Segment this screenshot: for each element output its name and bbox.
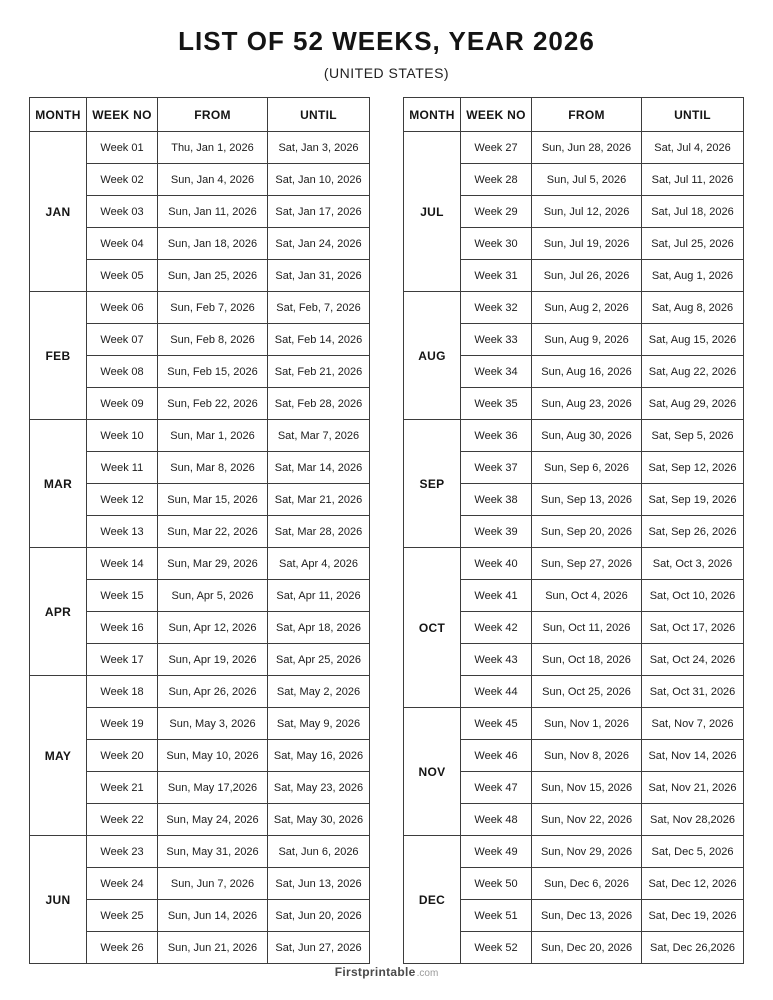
from-date-cell: Sun, Jun 14, 2026 <box>158 900 268 932</box>
from-date-cell: Sun, May 3, 2026 <box>158 708 268 740</box>
week-no-cell: Week 45 <box>461 708 532 740</box>
week-no-cell: Week 04 <box>87 228 158 260</box>
until-date-cell: Sat, Aug 22, 2026 <box>642 356 744 388</box>
week-no-cell: Week 16 <box>87 612 158 644</box>
week-no-cell: Week 29 <box>461 196 532 228</box>
from-date-cell: Sun, Feb 7, 2026 <box>158 292 268 324</box>
week-no-cell: Week 21 <box>87 772 158 804</box>
from-date-cell: Sun, Jul 26, 2026 <box>532 260 642 292</box>
month-cell: JUL <box>404 132 461 292</box>
from-date-cell: Sun, Sep 13, 2026 <box>532 484 642 516</box>
until-date-cell: Sat, Nov 7, 2026 <box>642 708 744 740</box>
header-row <box>404 98 744 132</box>
from-date-cell: Sun, Dec 6, 2026 <box>532 868 642 900</box>
week-no-cell: Week 46 <box>461 740 532 772</box>
until-date-cell: Sat, Jul 18, 2026 <box>642 196 744 228</box>
week-no-cell: Week 47 <box>461 772 532 804</box>
page-subtitle: (UNITED STATES) <box>323 65 450 81</box>
until-date-cell: Sat, Nov 28,2026 <box>642 804 744 836</box>
until-date-cell: Sat, Dec 5, 2026 <box>642 836 744 868</box>
week-no-cell: Week 12 <box>87 484 158 516</box>
week-no-cell: Week 24 <box>87 868 158 900</box>
until-date-cell: Sat, Feb 28, 2026 <box>268 388 370 420</box>
week-row <box>30 420 370 452</box>
month-cell: SEP <box>404 420 461 548</box>
until-date-cell: Sat, Jul 11, 2026 <box>642 164 744 196</box>
until-date-cell: Sat, Mar 28, 2026 <box>268 516 370 548</box>
from-date-cell: Sun, Nov 8, 2026 <box>532 740 642 772</box>
week-no-cell: Week 28 <box>461 164 532 196</box>
week-no-cell: Week 50 <box>461 868 532 900</box>
from-date-cell: Sun, Nov 1, 2026 <box>532 708 642 740</box>
week-no-cell: Week 07 <box>87 324 158 356</box>
week-no-cell: Week 37 <box>461 452 532 484</box>
week-no-cell: Week 20 <box>87 740 158 772</box>
month-cell: JUN <box>30 836 87 964</box>
until-date-cell: Sat, Jun 20, 2026 <box>268 900 370 932</box>
until-date-cell: Sat, Jan 17, 2026 <box>268 196 370 228</box>
until-date-cell: Sat, Jan 10, 2026 <box>268 164 370 196</box>
until-date-cell: Sat, May 2, 2026 <box>268 676 370 708</box>
week-row <box>404 292 744 324</box>
from-date-cell: Sun, Sep 20, 2026 <box>532 516 642 548</box>
week-no-cell: Week 14 <box>87 548 158 580</box>
from-date-cell: Sun, Nov 29, 2026 <box>532 836 642 868</box>
footer-brand: Firstprintable <box>334 965 416 979</box>
from-date-cell: Sun, Mar 29, 2026 <box>158 548 268 580</box>
until-date-cell: Sat, Sep 26, 2026 <box>642 516 744 548</box>
until-date-cell: Sat, Oct 24, 2026 <box>642 644 744 676</box>
from-date-cell: Sun, Aug 16, 2026 <box>532 356 642 388</box>
until-date-cell: Sat, May 16, 2026 <box>268 740 370 772</box>
until-date-cell: Sat, May 9, 2026 <box>268 708 370 740</box>
month-cell: APR <box>30 548 87 676</box>
until-date-cell: Sat, Aug 15, 2026 <box>642 324 744 356</box>
week-row <box>404 132 744 164</box>
from-date-cell: Sun, Jul 19, 2026 <box>532 228 642 260</box>
week-row <box>30 676 370 708</box>
week-no-cell: Week 26 <box>87 932 158 964</box>
until-date-cell: Sat, Dec 26,2026 <box>642 932 744 964</box>
page-title: LIST OF 52 WEEKS, YEAR 2026 <box>178 26 595 56</box>
until-date-cell: Sat, Oct 10, 2026 <box>642 580 744 612</box>
column-header: WEEK NO <box>461 98 532 132</box>
week-row <box>404 548 744 580</box>
until-date-cell: Sat, Jun 6, 2026 <box>268 836 370 868</box>
until-date-cell: Sat, May 30, 2026 <box>268 804 370 836</box>
week-no-cell: Week 13 <box>87 516 158 548</box>
until-date-cell: Sat, Mar 7, 2026 <box>268 420 370 452</box>
from-date-cell: Sun, Oct 11, 2026 <box>532 612 642 644</box>
from-date-cell: Sun, Feb 22, 2026 <box>158 388 268 420</box>
week-row <box>30 292 370 324</box>
footer <box>0 963 773 981</box>
week-no-cell: Week 01 <box>87 132 158 164</box>
from-date-cell: Sun, Dec 20, 2026 <box>532 932 642 964</box>
until-date-cell: Sat, Feb, 7, 2026 <box>268 292 370 324</box>
week-no-cell: Week 36 <box>461 420 532 452</box>
from-date-cell: Sun, Jul 5, 2026 <box>532 164 642 196</box>
week-no-cell: Week 19 <box>87 708 158 740</box>
from-date-cell: Sun, Apr 19, 2026 <box>158 644 268 676</box>
column-header: MONTH <box>30 98 87 132</box>
until-date-cell: Sat, Sep 12, 2026 <box>642 452 744 484</box>
until-date-cell: Sat, Jul 4, 2026 <box>642 132 744 164</box>
until-date-cell: Sat, Jan 24, 2026 <box>268 228 370 260</box>
from-date-cell: Sun, Sep 6, 2026 <box>532 452 642 484</box>
until-date-cell: Sat, Sep 19, 2026 <box>642 484 744 516</box>
until-date-cell: Sat, Oct 31, 2026 <box>642 676 744 708</box>
until-date-cell: Sat, Apr 11, 2026 <box>268 580 370 612</box>
until-date-cell: Sat, Apr 18, 2026 <box>268 612 370 644</box>
week-no-cell: Week 49 <box>461 836 532 868</box>
until-date-cell: Sat, Jan 3, 2026 <box>268 132 370 164</box>
month-cell: OCT <box>404 548 461 708</box>
until-date-cell: Sat, Jul 25, 2026 <box>642 228 744 260</box>
week-row <box>30 548 370 580</box>
from-date-cell: Sun, Feb 8, 2026 <box>158 324 268 356</box>
from-date-cell: Sun, Sep 27, 2026 <box>532 548 642 580</box>
until-date-cell: Sat, Mar 21, 2026 <box>268 484 370 516</box>
from-date-cell: Sun, May 31, 2026 <box>158 836 268 868</box>
from-date-cell: Sun, Jun 28, 2026 <box>532 132 642 164</box>
until-date-cell: Sat, Oct 17, 2026 <box>642 612 744 644</box>
from-date-cell: Sun, May 24, 2026 <box>158 804 268 836</box>
column-header: UNTIL <box>268 98 370 132</box>
from-date-cell: Sun, Aug 9, 2026 <box>532 324 642 356</box>
week-no-cell: Week 08 <box>87 356 158 388</box>
week-no-cell: Week 15 <box>87 580 158 612</box>
weeks-table-right <box>403 97 744 964</box>
week-no-cell: Week 33 <box>461 324 532 356</box>
from-date-cell: Sun, Jan 11, 2026 <box>158 196 268 228</box>
from-date-cell: Sun, Mar 15, 2026 <box>158 484 268 516</box>
week-no-cell: Week 43 <box>461 644 532 676</box>
week-no-cell: Week 27 <box>461 132 532 164</box>
until-date-cell: Sat, Jun 13, 2026 <box>268 868 370 900</box>
from-date-cell: Sun, Apr 12, 2026 <box>158 612 268 644</box>
week-no-cell: Week 10 <box>87 420 158 452</box>
until-date-cell: Sat, Aug 1, 2026 <box>642 260 744 292</box>
from-date-cell: Sun, Apr 5, 2026 <box>158 580 268 612</box>
month-cell: AUG <box>404 292 461 420</box>
column-header: UNTIL <box>642 98 744 132</box>
week-no-cell: Week 23 <box>87 836 158 868</box>
from-date-cell: Sun, Mar 1, 2026 <box>158 420 268 452</box>
from-date-cell: Sun, Jul 12, 2026 <box>532 196 642 228</box>
week-no-cell: Week 11 <box>87 452 158 484</box>
until-date-cell: Sat, Mar 14, 2026 <box>268 452 370 484</box>
from-date-cell: Sun, Oct 25, 2026 <box>532 676 642 708</box>
column-header: FROM <box>532 98 642 132</box>
from-date-cell: Sun, Aug 2, 2026 <box>532 292 642 324</box>
week-no-cell: Week 03 <box>87 196 158 228</box>
from-date-cell: Thu, Jan 1, 2026 <box>158 132 268 164</box>
week-no-cell: Week 48 <box>461 804 532 836</box>
from-date-cell: Sun, Apr 26, 2026 <box>158 676 268 708</box>
week-no-cell: Week 34 <box>461 356 532 388</box>
month-cell: FEB <box>30 292 87 420</box>
week-no-cell: Week 17 <box>87 644 158 676</box>
from-date-cell: Sun, Jan 4, 2026 <box>158 164 268 196</box>
from-date-cell: Sun, Mar 8, 2026 <box>158 452 268 484</box>
weeks-tables-container <box>0 97 773 964</box>
from-date-cell: Sun, Mar 22, 2026 <box>158 516 268 548</box>
week-no-cell: Week 02 <box>87 164 158 196</box>
until-date-cell: Sat, May 23, 2026 <box>268 772 370 804</box>
until-date-cell: Sat, Jan 31, 2026 <box>268 260 370 292</box>
from-date-cell: Sun, Jan 25, 2026 <box>158 260 268 292</box>
header-row <box>30 98 370 132</box>
week-row <box>404 836 744 868</box>
from-date-cell: Sun, May 17,2026 <box>158 772 268 804</box>
from-date-cell: Sun, Aug 30, 2026 <box>532 420 642 452</box>
month-cell: MAY <box>30 676 87 836</box>
until-date-cell: Sat, Feb 14, 2026 <box>268 324 370 356</box>
from-date-cell: Sun, Oct 18, 2026 <box>532 644 642 676</box>
week-row <box>404 708 744 740</box>
from-date-cell: Sun, Nov 15, 2026 <box>532 772 642 804</box>
week-no-cell: Week 44 <box>461 676 532 708</box>
week-no-cell: Week 39 <box>461 516 532 548</box>
from-date-cell: Sun, Feb 15, 2026 <box>158 356 268 388</box>
week-no-cell: Week 25 <box>87 900 158 932</box>
week-no-cell: Week 51 <box>461 900 532 932</box>
week-row <box>30 836 370 868</box>
from-date-cell: Sun, May 10, 2026 <box>158 740 268 772</box>
from-date-cell: Sun, Jun 21, 2026 <box>158 932 268 964</box>
until-date-cell: Sat, Sep 5, 2026 <box>642 420 744 452</box>
week-no-cell: Week 31 <box>461 260 532 292</box>
week-no-cell: Week 32 <box>461 292 532 324</box>
until-date-cell: Sat, Apr 25, 2026 <box>268 644 370 676</box>
from-date-cell: Sun, Oct 4, 2026 <box>532 580 642 612</box>
from-date-cell: Sun, Jan 18, 2026 <box>158 228 268 260</box>
from-date-cell: Sun, Dec 13, 2026 <box>532 900 642 932</box>
from-date-cell: Sun, Nov 22, 2026 <box>532 804 642 836</box>
week-no-cell: Week 06 <box>87 292 158 324</box>
week-row <box>30 132 370 164</box>
month-cell: DEC <box>404 836 461 964</box>
week-no-cell: Week 40 <box>461 548 532 580</box>
month-cell: NOV <box>404 708 461 836</box>
week-no-cell: Week 05 <box>87 260 158 292</box>
footer-tld: .com <box>416 968 439 979</box>
from-date-cell: Sun, Jun 7, 2026 <box>158 868 268 900</box>
week-no-cell: Week 22 <box>87 804 158 836</box>
week-no-cell: Week 35 <box>461 388 532 420</box>
week-no-cell: Week 38 <box>461 484 532 516</box>
week-no-cell: Week 52 <box>461 932 532 964</box>
week-row <box>404 420 744 452</box>
column-header: WEEK NO <box>87 98 158 132</box>
until-date-cell: Sat, Feb 21, 2026 <box>268 356 370 388</box>
from-date-cell: Sun, Aug 23, 2026 <box>532 388 642 420</box>
until-date-cell: Sat, Nov 21, 2026 <box>642 772 744 804</box>
week-no-cell: Week 18 <box>87 676 158 708</box>
until-date-cell: Sat, Aug 8, 2026 <box>642 292 744 324</box>
until-date-cell: Sat, Apr 4, 2026 <box>268 548 370 580</box>
until-date-cell: Sat, Aug 29, 2026 <box>642 388 744 420</box>
column-header: FROM <box>158 98 268 132</box>
month-cell: JAN <box>30 132 87 292</box>
week-no-cell: Week 30 <box>461 228 532 260</box>
until-date-cell: Sat, Jun 27, 2026 <box>268 932 370 964</box>
week-no-cell: Week 09 <box>87 388 158 420</box>
weeks-table-left <box>29 97 370 964</box>
until-date-cell: Sat, Dec 12, 2026 <box>642 868 744 900</box>
week-no-cell: Week 41 <box>461 580 532 612</box>
month-cell: MAR <box>30 420 87 548</box>
until-date-cell: Sat, Nov 14, 2026 <box>642 740 744 772</box>
week-no-cell: Week 42 <box>461 612 532 644</box>
until-date-cell: Sat, Oct 3, 2026 <box>642 548 744 580</box>
column-header: MONTH <box>404 98 461 132</box>
until-date-cell: Sat, Dec 19, 2026 <box>642 900 744 932</box>
